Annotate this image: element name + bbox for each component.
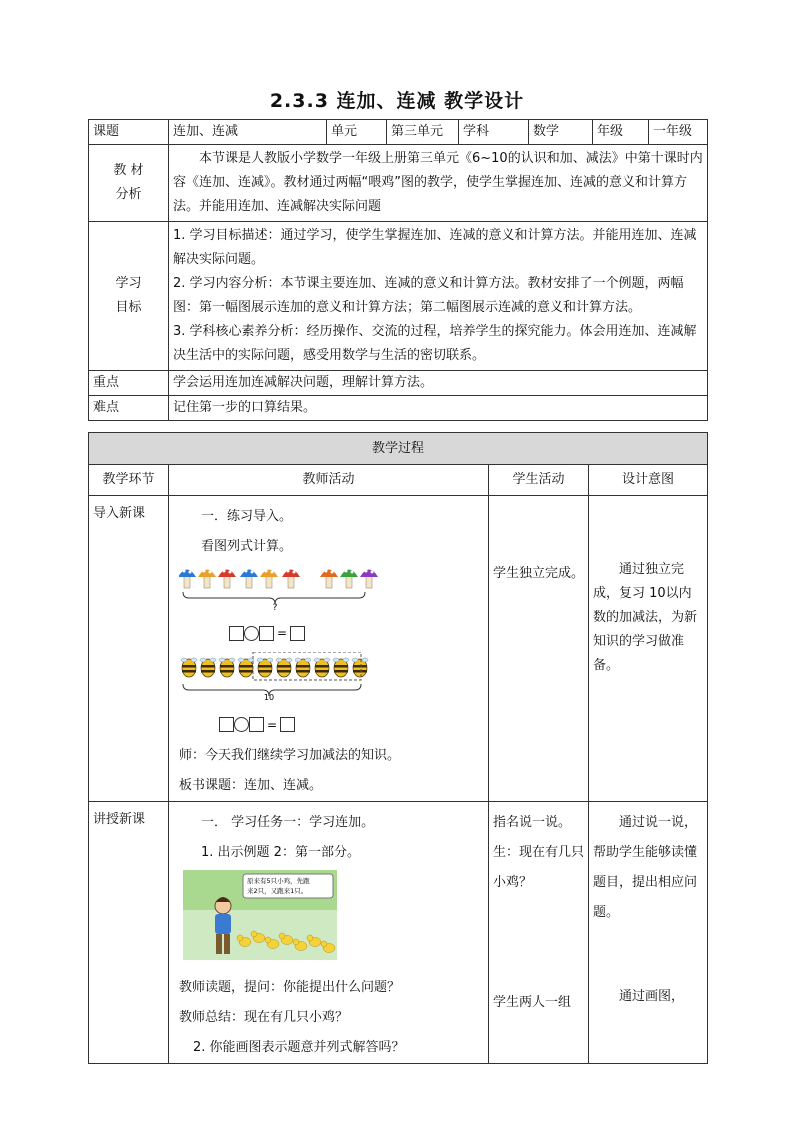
difficulty-text: 记住第一步的口算结果。	[169, 396, 708, 421]
col-intent: 设计意图	[589, 465, 708, 496]
key-text: 学会运用连加连减解决问题，理解计算方法。	[169, 371, 708, 396]
difficulty-label: 难点	[89, 396, 169, 421]
objectives-row	[89, 222, 708, 371]
col-stage: 教学环节	[89, 465, 169, 496]
process-columns-row	[89, 465, 708, 496]
equation-blank-1	[179, 621, 484, 646]
intro-student: 学生独立完成。	[489, 496, 589, 802]
intent-1: 通过说一说，帮助学生能够读懂题目，提出相应问题。	[593, 815, 698, 920]
intro-row	[89, 496, 708, 802]
equation-blank-2	[179, 713, 484, 738]
mushroom-icon	[260, 570, 278, 589]
bee-icon	[314, 658, 330, 677]
bee-icon	[295, 658, 311, 677]
header-row	[89, 120, 708, 145]
bee-figure	[179, 652, 379, 700]
ten-label: 10	[263, 692, 275, 700]
intro-teacher	[169, 496, 489, 802]
mushroom-icon	[218, 570, 236, 589]
topic-value: 连加、连减	[169, 120, 327, 145]
teach-intent	[589, 802, 708, 1064]
grade-label: 年级	[593, 120, 649, 145]
bee-icon	[333, 658, 349, 677]
student-activity-1: 指名说一说。	[493, 815, 572, 830]
objectives-content	[169, 222, 708, 371]
teach-student	[489, 802, 589, 1064]
blank-box	[219, 717, 234, 732]
key-row	[89, 371, 708, 396]
intro-stage: 导入新课	[89, 496, 169, 802]
lesson-plan-table	[88, 119, 708, 421]
mushroom-icon	[198, 570, 216, 589]
intro-step-3: 师：今天我们继续学习加减法的知识。	[179, 748, 401, 763]
blank-box	[280, 717, 295, 732]
mushroom-icon	[179, 570, 196, 589]
operator-circle	[234, 717, 249, 732]
grade-value: 一年级	[649, 120, 708, 145]
unit-label: 单元	[327, 120, 387, 145]
bubble-line-2: 来2只，又跑来1只。	[247, 887, 308, 895]
mushroom-icon	[340, 570, 358, 589]
objective-1: 1. 学习目标描述：通过学习，使学生掌握连加、连减的意义和计算方法。并能用连加、连减解决实际问题。	[173, 228, 697, 267]
key-label: 重点	[89, 371, 169, 396]
analysis-text: 本节课是人教版小学数学一年级上册第三单元《6~10的认识和加、减法》中第十课时内容《连加、连减》。教材通过两幅“喂鸡”图的教学，使学生掌握连加、连减的意义和计算方法。并能用连加、连减解决实际问题	[169, 145, 708, 222]
difficulty-row	[89, 396, 708, 421]
process-heading: 教学过程	[89, 433, 708, 465]
bee-icon	[352, 658, 368, 677]
teach-step-4: 教师总结：现在有几只小鸡？	[179, 1010, 349, 1025]
mushroom-figure	[179, 562, 379, 610]
bee-icon	[276, 658, 292, 677]
question-mark: ?	[272, 603, 278, 610]
operator-circle	[244, 626, 259, 641]
blank-box	[290, 626, 305, 641]
process-table	[88, 432, 708, 1064]
teach-stage: 讲授新课	[89, 802, 169, 1064]
bee-icon	[200, 658, 216, 677]
intro-step-2: 看图列式计算。	[201, 539, 293, 554]
topic-label: 课题	[89, 120, 169, 145]
blank-box	[249, 717, 264, 732]
student-activity-2: 生：现在有几只小鸡？	[493, 845, 585, 890]
col-student: 学生活动	[489, 465, 589, 496]
objectives-label: 学习 目标	[89, 222, 169, 371]
mushroom-icon	[360, 570, 378, 589]
teach-step-2: 1. 出示例题 2：第一部分。	[201, 845, 360, 860]
analysis-row	[89, 145, 708, 222]
intro-intent: 通过独立完成，复习 10以内数的加减法，为新知识的学习做准备。	[589, 496, 708, 802]
bee-icon	[238, 658, 254, 677]
objective-3: 3. 学科核心素养分析：经历操作、交流的过程，培养学生的探究能力。体会用连加、连减解决生活中的实际问题，感受用数学与生活的密切联系。	[173, 324, 697, 363]
bee-icon	[257, 658, 273, 677]
intro-step-4: 板书课题：连加、连减。	[179, 778, 323, 793]
equals-sign: =	[277, 626, 288, 640]
mushroom-icon	[320, 570, 338, 589]
mushroom-icon	[240, 570, 258, 589]
unit-value: 第三单元	[387, 120, 459, 145]
analysis-label: 教 材 分析	[89, 145, 169, 222]
teach-step-1: 一． 学习任务一：学习连加。	[201, 815, 375, 830]
teach-step-3: 教师读题，提问：你能提出什么问题？	[179, 980, 401, 995]
subject-value: 数学	[529, 120, 593, 145]
teach-row	[89, 802, 708, 1064]
objective-2: 2. 学习内容分析：本节课主要连加、连减的意义和计算方法。教材安排了一个例题，两幅图：第一幅图展示连加的意义和计算方法；第二幅图展示连减的意义和计算方法。	[173, 276, 684, 315]
bubble-line-1: 原来有5只小鸡，先跑	[247, 877, 310, 885]
student-activity-3: 学生两人一组	[493, 995, 572, 1010]
subject-label: 学科	[459, 120, 529, 145]
bee-icon	[181, 658, 197, 677]
intro-step-1: 一．练习导入。	[201, 509, 293, 524]
page-title: 2.3.3 连加、连减 教学设计	[269, 90, 525, 112]
blank-box	[259, 626, 274, 641]
bee-icon	[219, 658, 235, 677]
teach-teacher	[169, 802, 489, 1064]
equals-sign: =	[267, 717, 278, 732]
teach-step-5: 2. 你能画图表示题意并列式解答吗？	[193, 1040, 405, 1055]
blank-box	[229, 626, 244, 641]
chicken-illustration	[183, 870, 337, 960]
col-teacher: 教师活动	[169, 465, 489, 496]
mushroom-icon	[282, 570, 300, 589]
intent-2: 通过画图，	[619, 989, 685, 1004]
process-heading-row	[89, 433, 708, 465]
